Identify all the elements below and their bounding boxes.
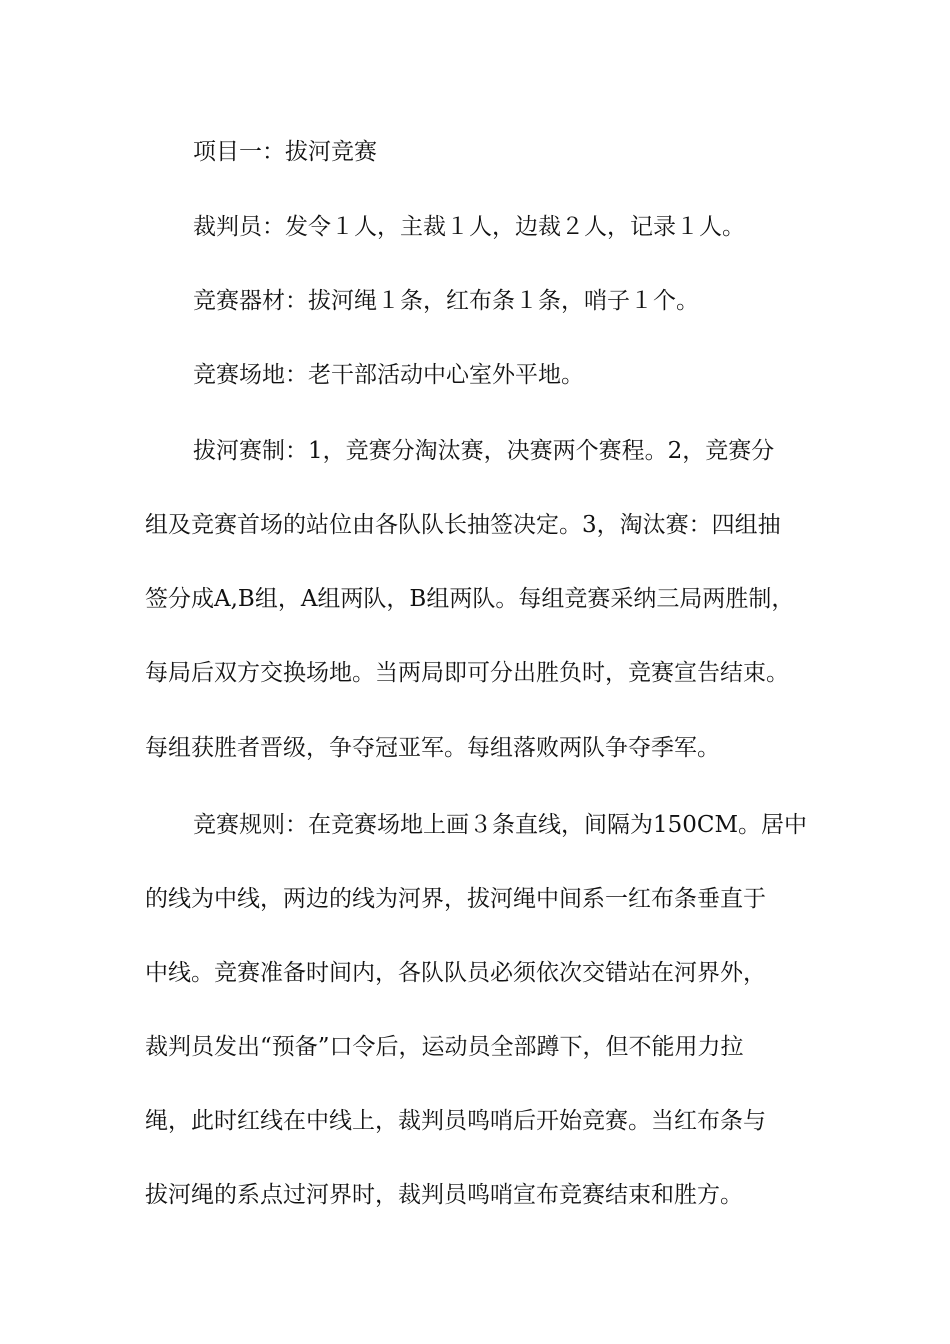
paragraph-format-line: 签分成A,B组，A组两队，B组两队。每组竞赛采纳三局两胜制， xyxy=(145,586,795,612)
paragraph-rules-line: 裁判员发出“预备”口令后，运动员全部蹲下，但不能用力拉 xyxy=(145,1034,744,1060)
paragraph-format-line: 每组获胜者晋级，争夺冠亚军。每组落败两队争夺季军。 xyxy=(145,735,720,761)
paragraph-rules-line: 中线。竞赛准备时间内，各队队员必须依次交错站在河界外， xyxy=(145,960,766,986)
paragraph-rules-line: 竞赛规则：在竞赛场地上画３条直线，间隔为150CM。居中 xyxy=(193,812,808,838)
paragraph-rules-line: 拔河绳的系点过河界时，裁判员鸣哨宣布竞赛结束和胜方。 xyxy=(145,1182,743,1208)
paragraph-rules-line: 的线为中线，两边的线为河界，拔河绳中间系一红布条垂直于 xyxy=(145,886,766,912)
paragraph-format-line: 组及竞赛首场的站位由各队队长抽签决定。3，淘汰赛：四组抽 xyxy=(145,512,781,538)
paragraph-format-line: 拔河赛制：1，竞赛分淘汰赛，决赛两个赛程。2，竞赛分 xyxy=(193,438,775,464)
paragraph-equipment: 竞赛器材：拔河绳１条，红布条１条，哨子１个。 xyxy=(193,288,699,314)
paragraph-rules-line: 绳，此时红线在中线上，裁判员鸣哨后开始竞赛。当红布条与 xyxy=(145,1108,766,1134)
section-heading: 项目一：拔河竞赛 xyxy=(193,139,377,165)
paragraph-referees: 裁判员：发令１人，主裁１人，边裁２人，记录１人。 xyxy=(193,214,745,240)
paragraph-venue: 竞赛场地：老干部活动中心室外平地。 xyxy=(193,362,584,388)
paragraph-format-line: 每局后双方交换场地。当两局即可分出胜负时，竞赛宣告结束。 xyxy=(145,660,789,686)
